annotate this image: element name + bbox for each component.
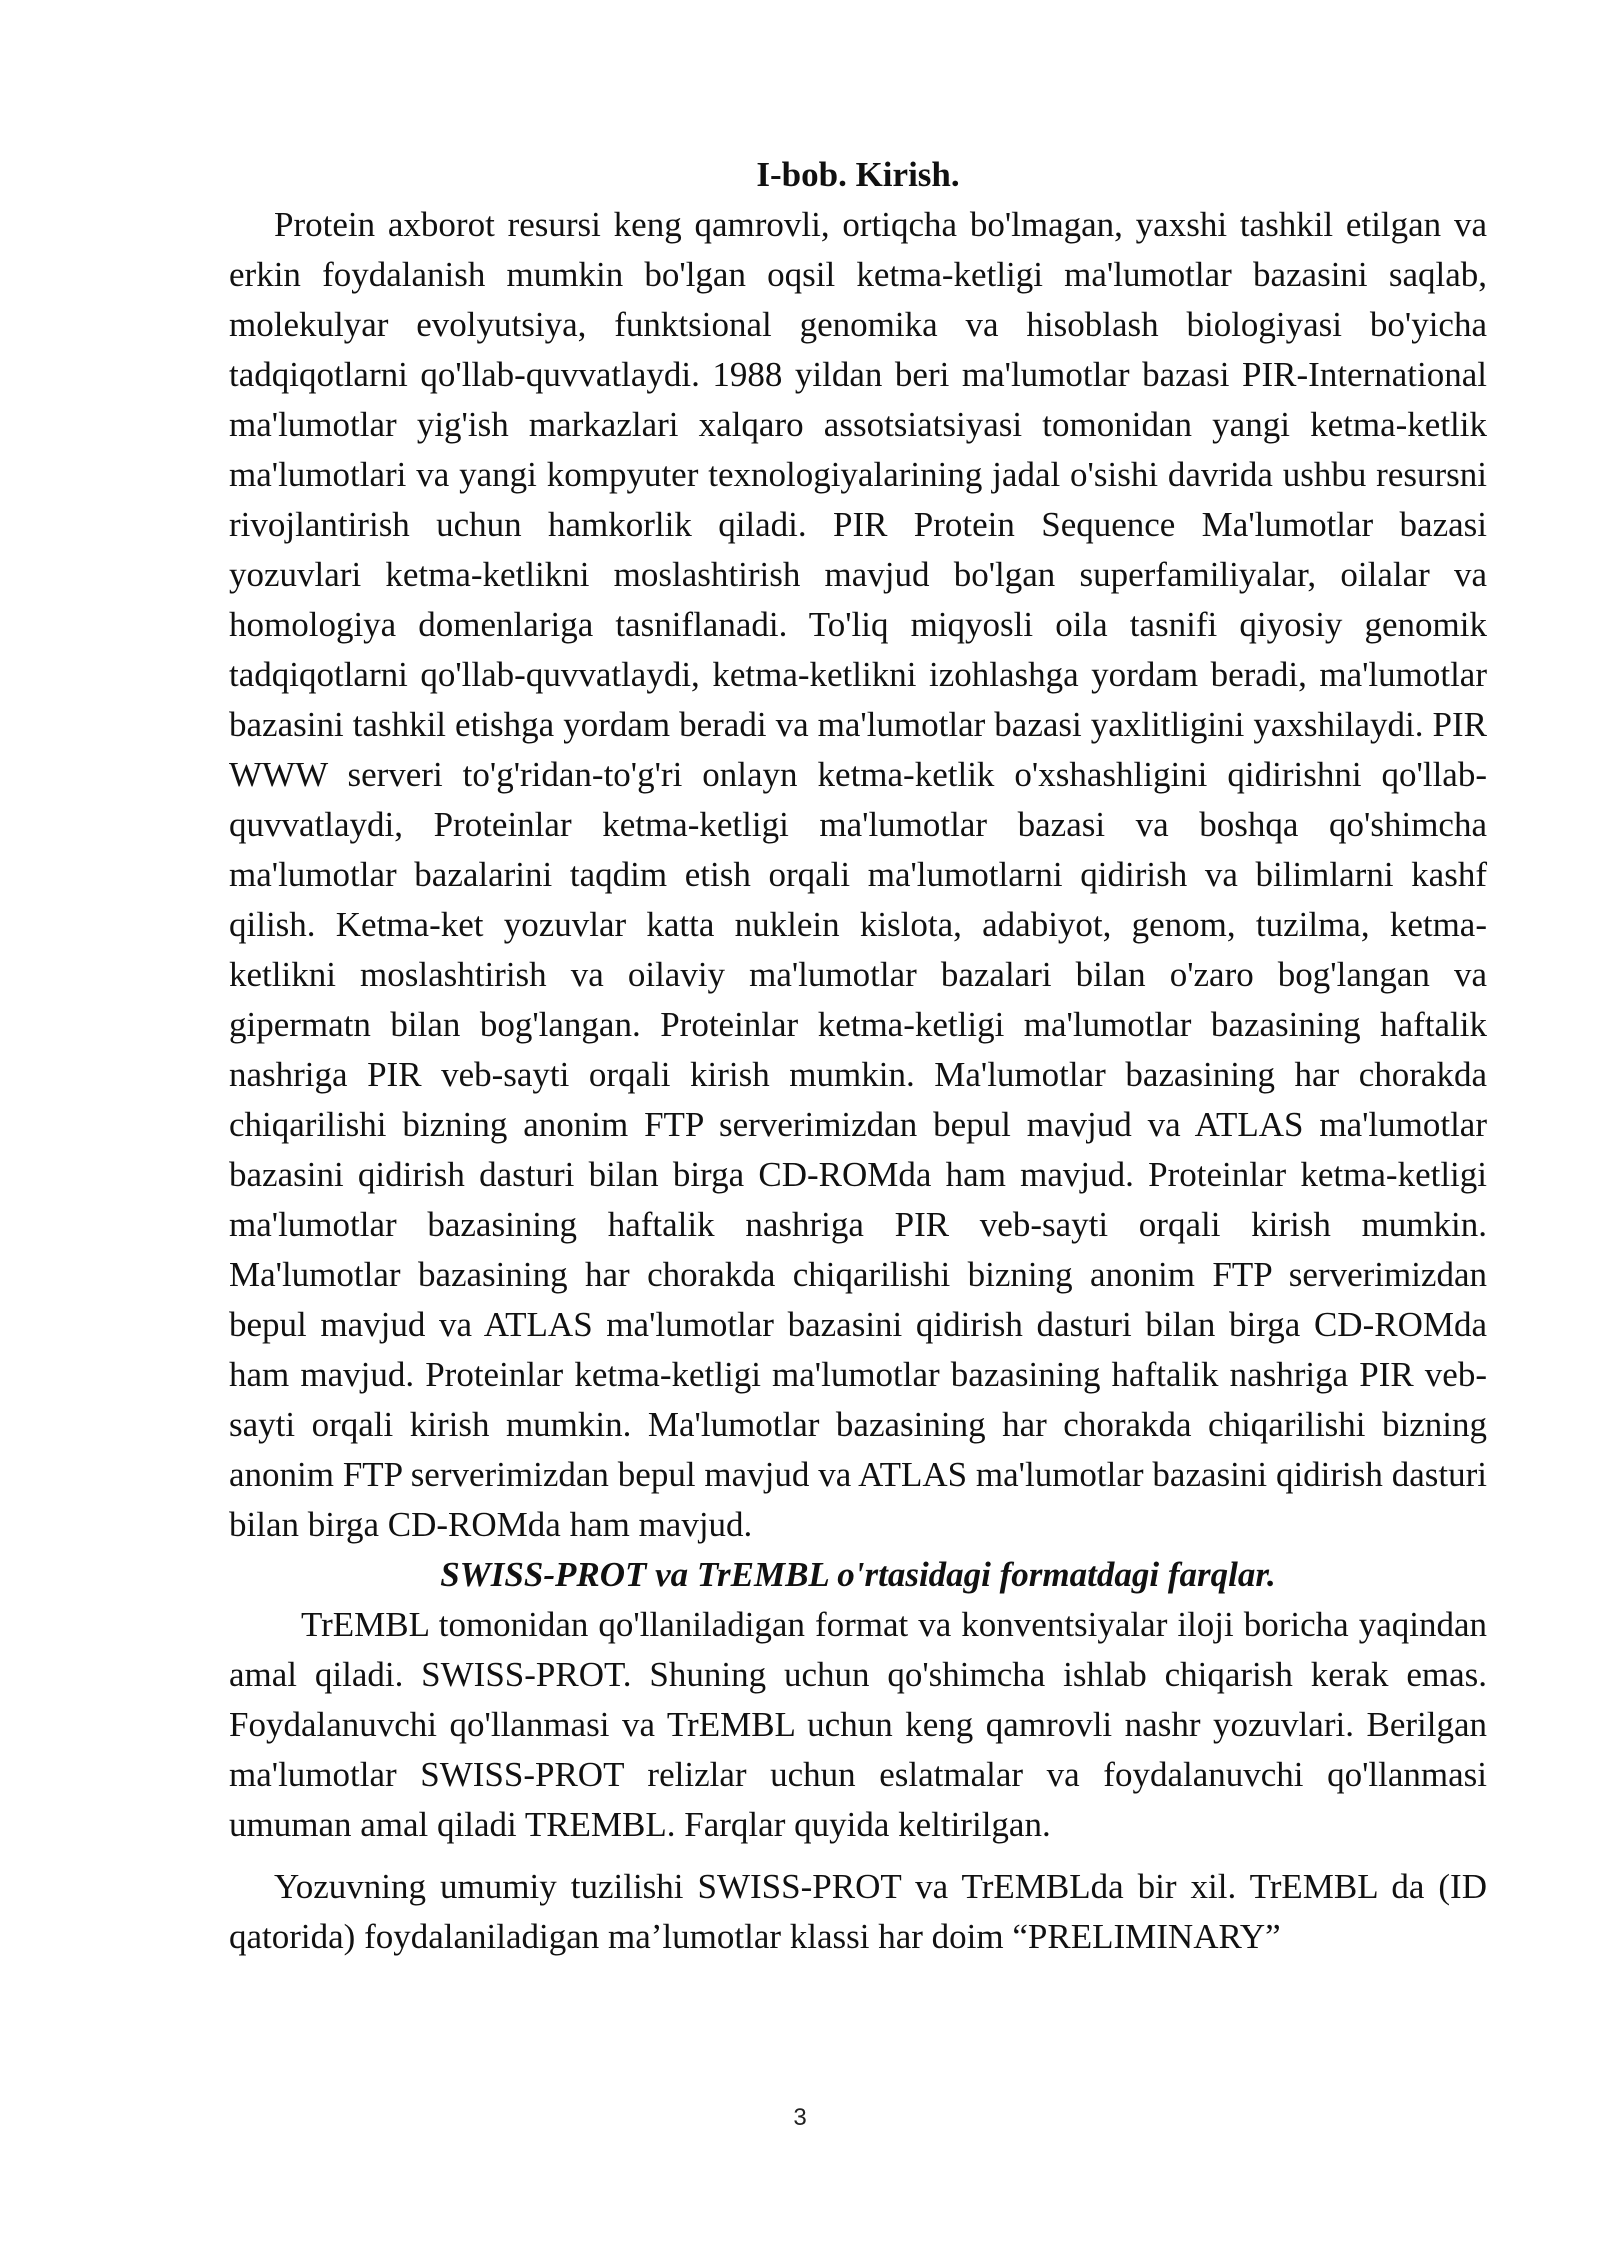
section-paragraph-2: Yozuvning umumiy tuzilishi SWISS-PROT va TrEMBLda bir xil. TrEMBL da (ID qatorida) foydalaniladigan ma’lumotlar klassi har doim “PRELIMINARY” [229,1867,1487,1956]
section-paragraph-1: TrEMBL tomonidan qo'llaniladigan format va konventsiyalar iloji boricha yaqindan amal qiladi. SWISS-PROT. Shuning uchun qo'shimcha ishlab chiqarish kerak emas. Foydalanuvchi qo'llanmasi va TrEMBL uchun keng qamrovli nashr yozuvlari. Berilgan ma'lumotlar SWISS-PROT relizlar uchun eslatmalar va foydalanuvchi qo'llanmasi umuman amal qiladi TREMBL. Farqlar quyida keltirilgan. [229,1605,1487,1844]
intro-paragraph: Protein axborot resursi keng qamrovli, ortiqcha bo'lmagan, yaxshi tashkil etilgan va erkin foydalanish mumkin bo'lgan oqsil ketma-ketligi ma'lumotlar bazasini saqlab, molekulyar evolyutsiya, funktsional genomika va hisoblash biologiyasi bo'yicha tadqiqotlarni qo'llab-quvvatlaydi. 1988 yildan beri ma'lumotlar bazasi PIR-International ma'lumotlar yig'ish markazlari xalqaro assotsiatsiyasi tomonidan yangi ketma-ketlik ma'lumotlari va yangi kompyuter texnologiyalarining jadal o'sishi davrida ushbu resursni rivojlantirish uchun hamkorlik qiladi. PIR Protein Sequence Ma'lumotlar bazasi yozuvlari ketma-ketlikni moslashtirish mavjud bo'lgan superfamiliyalar, oilalar va homologiya domenlariga tasniflanadi. To'liq miqyosli oila tasnifi qiyosiy genomik tadqiqotlarni qo'llab-quvvatlaydi, ketma-ketlikni izohlashga yordam beradi, ma'lumotlar bazasini tashkil etishga yordam beradi va ma'lumotlar bazasi yaxlitligini yaxshilaydi. PIR WWW serveri to'g'ridan-to'g'ri onlayn ketma-ketlik o'xshashligini qidirishni qo'llab-quvvatlaydi, Proteinlar ketma-ketligi ma'lumotlar bazasi va boshqa qo'shimcha ma'lumotlar bazalarini taqdim etish orqali ma'lumotlarni qidirish va bilimlarni kashf qilish. Ketma-ket yozuvlar katta nuklein kislota, adabiyot, genom, tuzilma, ketma-ketlikni moslashtirish va oilaviy ma'lumotlar bazalari bilan o'zaro bog'langan va gipermatn bilan bog'langan. Proteinlar ketma-ketligi ma'lumotlar bazasining haftalik nashriga PIR veb-sayti orqali kirish mumkin. Ma'lumotlar bazasining har chorakda chiqarilishi bizning anonim FTP serverimizdan bepul mavjud va ATLAS ma'lumotlar bazasini qidirish dasturi bilan birga CD-ROMda ham mavjud. Proteinlar ketma-ketligi ma'lumotlar bazasining haftalik nashriga PIR veb-sayti orqali kirish mumkin. Ma'lumotlar bazasining har chorakda chiqarilishi bizning anonim FTP serverimizdan bepul mavjud va ATLAS ma'lumotlar bazasini qidirish dasturi bilan birga CD-ROMda ham mavjud. Proteinlar ketma-ketligi ma'lumotlar bazasining haftalik nashriga PIR veb-sayti orqali kirish mumkin. Ma'lumotlar bazasining har chorakda chiqarilishi bizning anonim FTP serverimizdan bepul mavjud va ATLAS ma'lumotlar bazasini qidirish dasturi bilan birga CD-ROMda ham mavjud. [229,205,1487,1544]
page-number: 3 [793,2104,807,2131]
section-title: SWISS-PROT va TrEMBL o'rtasidagi formatdagi farqlar. [440,1555,1276,1594]
document-body [229,150,1487,1962]
chapter-title: I-bob. Kirish. [756,155,960,194]
